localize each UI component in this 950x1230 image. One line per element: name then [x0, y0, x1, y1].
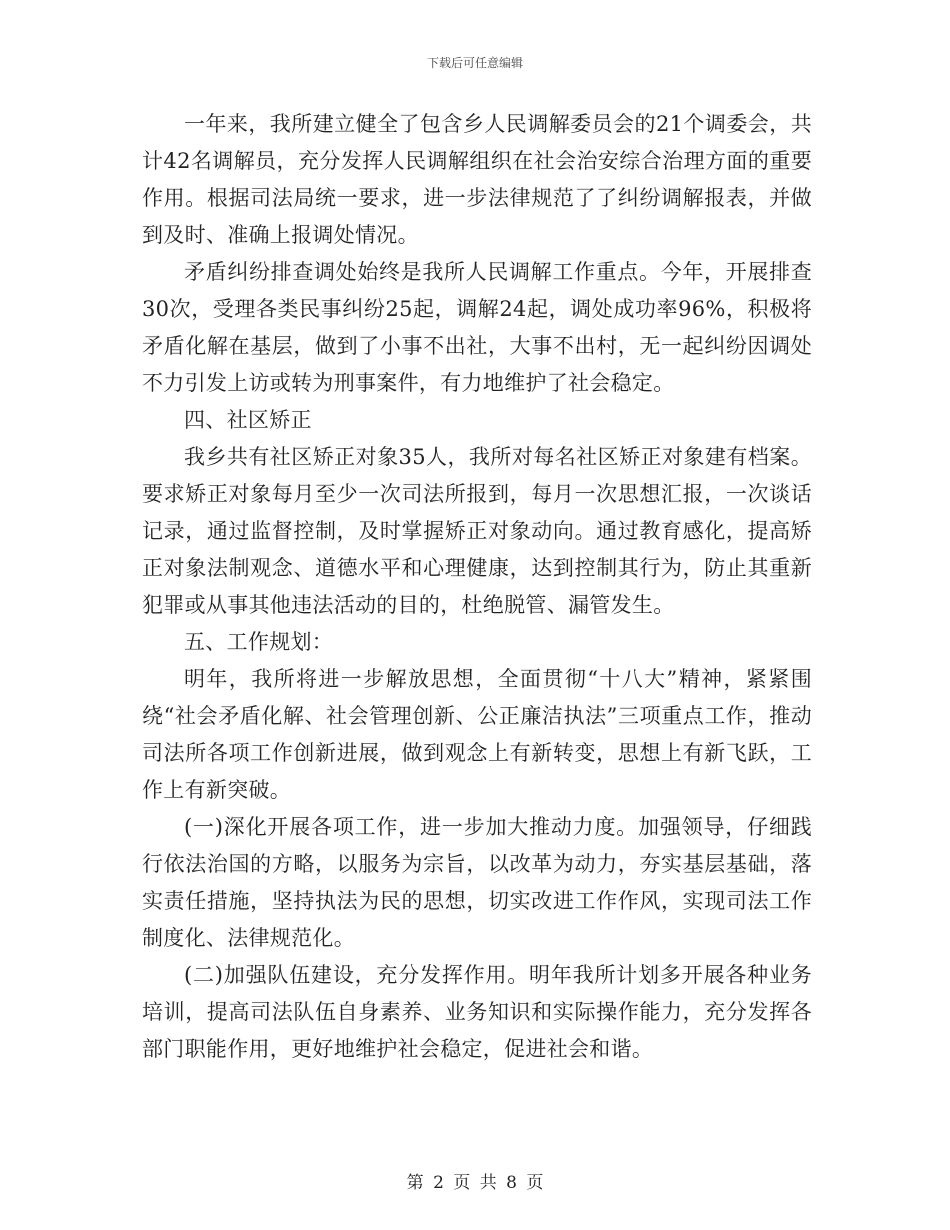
- paragraph-plan-item-2: (二)加强队伍建设，充分发挥作用。明年我所计划多开展各种业务培训，提高司法队伍自身素养、业务知识和实际操作能力，充分发挥各部门职能作用，更好地维护社会稳定，促进社会和谐。: [142, 963, 812, 1061]
- paragraph-community-correction: 我乡共有社区矫正对象35人，我所对每名社区矫正对象建有档案。要求矫正对象每月至少一次司法所报到，每月一次思想汇报，一次谈话记录，通过监督控制，及时掌握矫正对象动向。通过教育感化，提高矫正对象法制观念、道德水平和心理健康，达到控制其行为，防止其重新犯罪或从事其他违法活动的目的，杜绝脱管、漏管发生。: [142, 445, 812, 617]
- section-heading-work-plan: 五、工作规划：: [184, 630, 334, 654]
- page-header-note: 下载后可任意编辑: [426, 56, 523, 70]
- section-heading-community-correction: 四、社区矫正: [184, 408, 312, 432]
- page-number-footer: 第 2 页 共 8 页: [406, 1173, 544, 1193]
- paragraph-dispute-resolution: 矛盾纠纷排查调处始终是我所人民调解工作重点。今年，开展排查30次，受理各类民事纠纷25起，调解24起，调处成功率96%，积极将矛盾化解在基层，做到了小事不出社，大事不出村，无一起纠纷因调处不力引发上访或转为刑事案件，有力地维护了社会稳定。: [142, 260, 812, 395]
- document-body: [142, 106, 812, 1068]
- paragraph-plan-item-1: (一)深化开展各项工作，进一步加大推动力度。加强领导，仔细践行依法治国的方略，以服务为宗旨，以改革为动力，夯实基层基础，落实责任措施，坚持执法为民的思想，切实改进工作作风，实现司法工作制度化、法律规范化。: [142, 815, 812, 950]
- paragraph-work-plan: 明年，我所将进一步解放思想，全面贯彻“十八大”精神，紧紧围绕“社会矛盾化解、社会管理创新、公正廉洁执法”三项重点工作，推动司法所各项工作创新进展，做到观念上有新转变，思想上有新飞跃，工作上有新突破。: [142, 667, 812, 802]
- paragraph-mediation-committees: 一年来，我所建立健全了包含乡人民调解委员会的21个调委会，共计42名调解员，充分发挥人民调解组织在社会治安综合治理方面的重要作用。根据司法局统一要求，进一步法律规范了了纠纷调解报表，并做到及时、准确上报调处情况。: [142, 112, 812, 247]
